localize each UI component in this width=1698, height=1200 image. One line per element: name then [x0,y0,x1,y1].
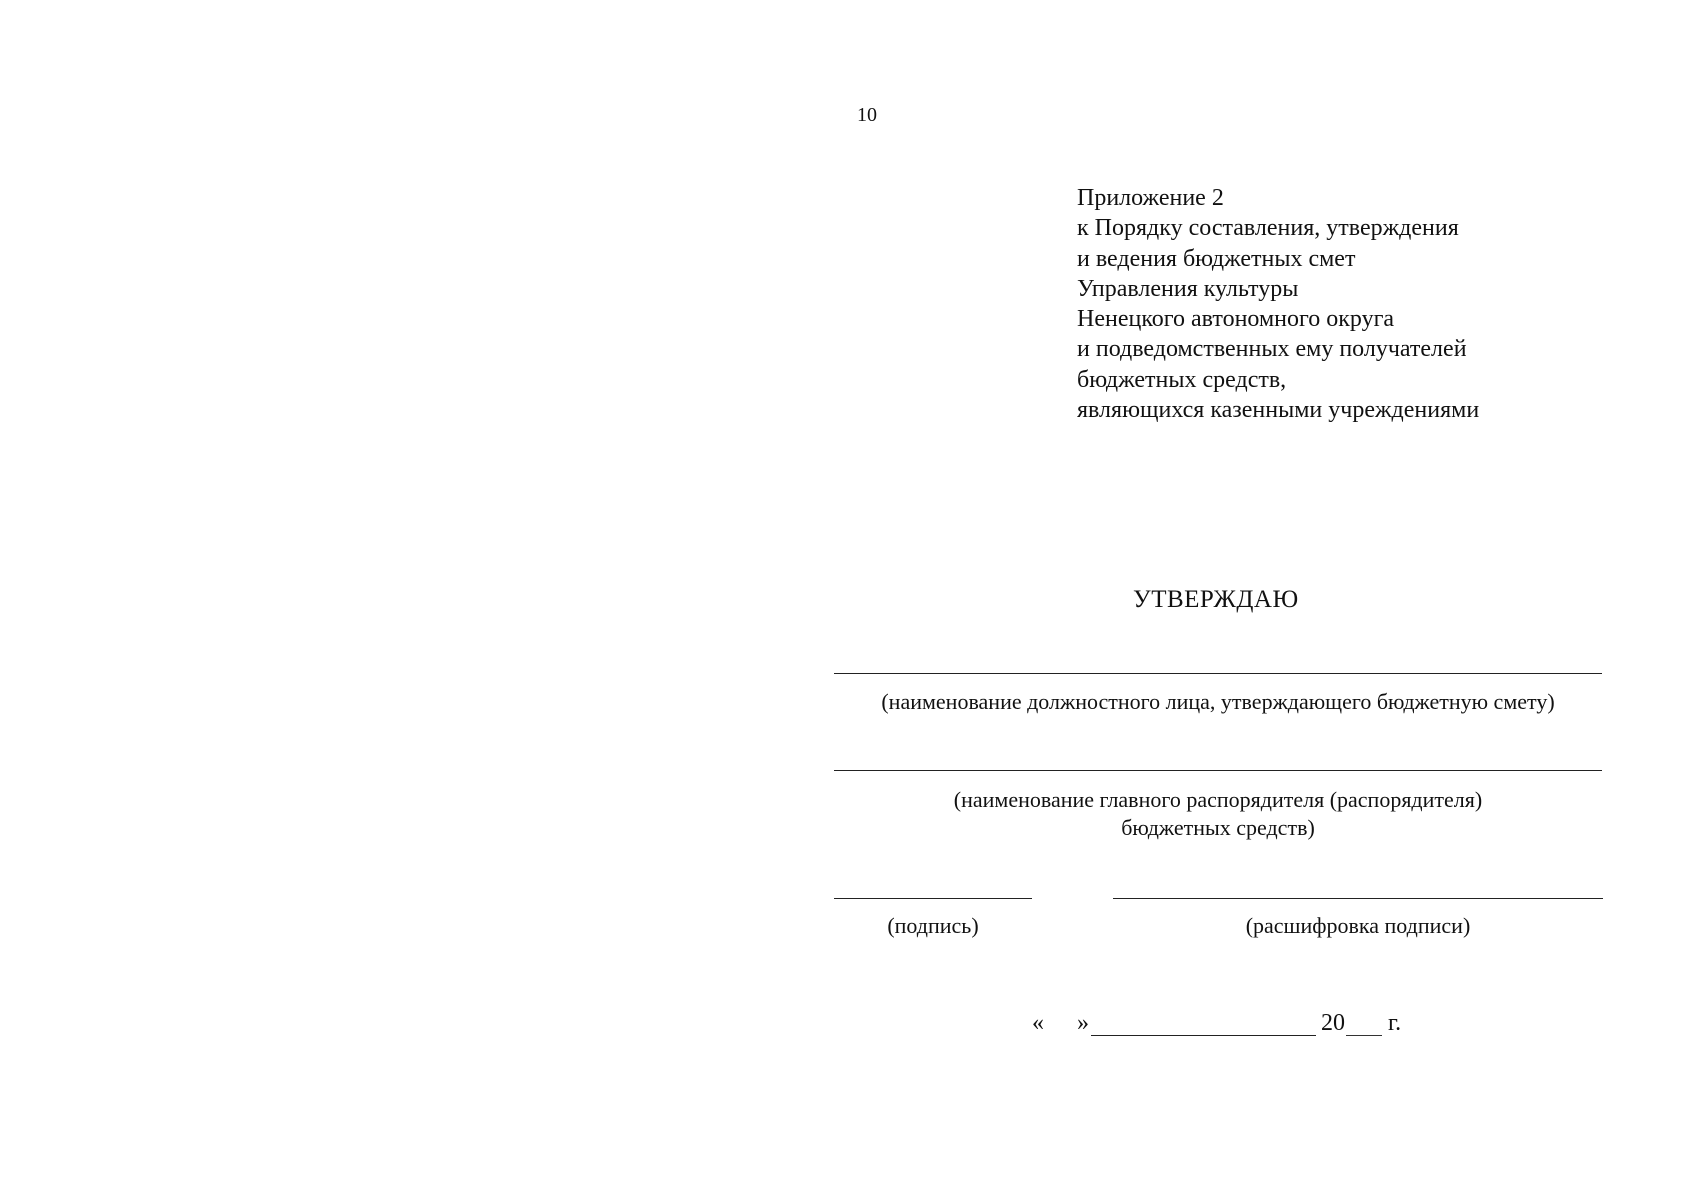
appendix-line: и ведения бюджетных смет [1077,245,1356,272]
signature-decoding-line [1113,898,1603,899]
budget-manager-line [834,770,1602,771]
year-suffix: г. [1388,1010,1402,1036]
signature-line [834,898,1032,899]
appendix-line: и подведомственных ему получателей [1077,336,1467,363]
official-name-caption: (наименование должностного лица, утверждающего бюджетную смету) [881,689,1555,714]
page-number: 10 [857,104,877,126]
approve-heading: УТВЕРЖДАЮ [1133,586,1299,613]
official-name-line [834,673,1602,674]
appendix-line: к Порядку составления, утверждения [1077,215,1459,242]
signature-decoding-caption: (расшифровка подписи) [1245,913,1471,938]
date-open-quote: « [1032,1010,1044,1036]
date-close-quote: » [1077,1010,1089,1036]
year-blank [1346,1035,1382,1036]
signature-caption: (подпись) [887,913,979,938]
appendix-line: Управления культуры [1077,275,1299,302]
appendix-line: Приложение 2 [1077,185,1224,211]
year-prefix: 20 [1321,1010,1345,1036]
budget-manager-caption [834,786,1602,842]
appendix-line: бюджетных средств, [1077,366,1287,393]
budget-manager-caption-line1: (наименование главного распорядителя (распорядителя) [953,787,1483,812]
day-month-blank [1091,1035,1316,1036]
appendix-line: являющихся казенными учреждениями [1077,397,1480,424]
budget-manager-caption-line2: бюджетных средств) [1121,815,1315,840]
appendix-block [1077,183,1479,425]
appendix-line: Ненецкого автономного округа [1077,306,1395,333]
